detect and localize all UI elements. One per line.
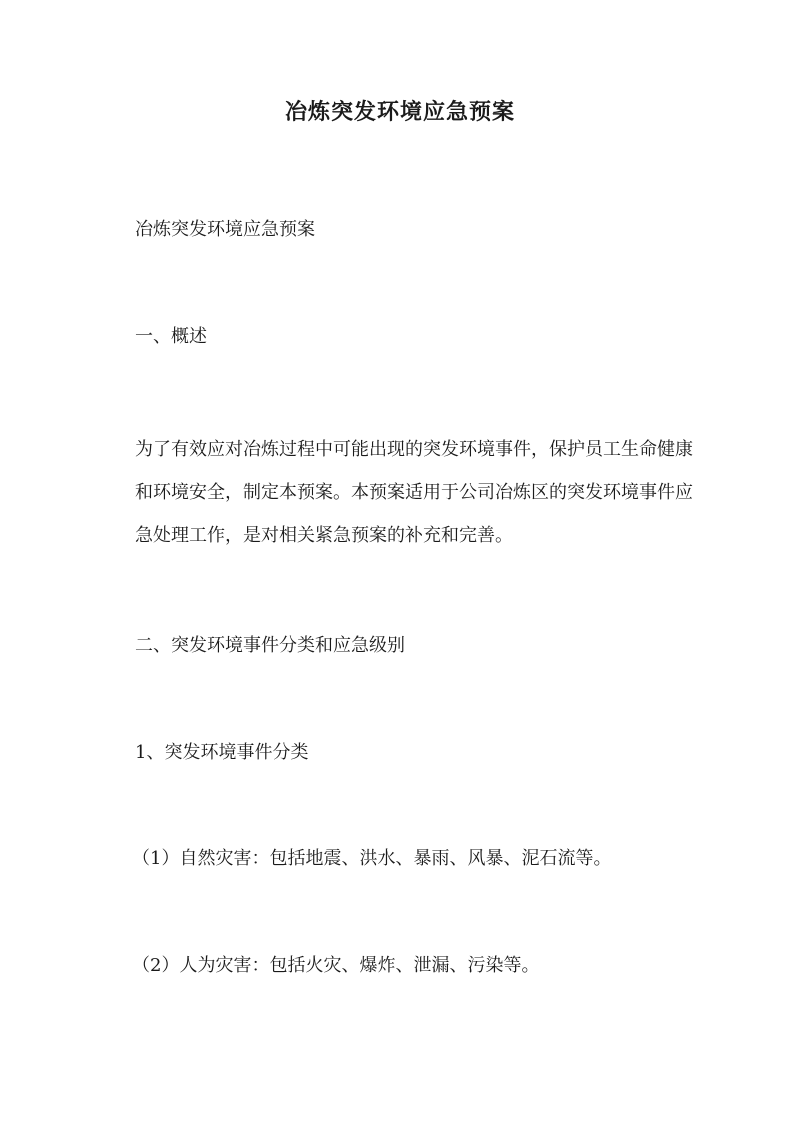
document-title: 冶炼突发环境应急预案 — [284, 99, 515, 125]
document-subtitle: 冶炼突发环境应急预案 — [135, 219, 315, 240]
list-item-natural-disasters: （1）自然灾害：包括地震、洪水、暴雨、风暴、泥石流等。 — [132, 848, 612, 869]
section-heading-classification: 二、突发环境事件分类和应急级别 — [135, 635, 405, 656]
overview-paragraph: 为了有效应对冶炼过程中可能出现的突发环境事件，保护员工生命健康和环境安全，制定本预案。本预案适用于公司冶炼区的突发环境事件应急处理工作，是对相关紧急预案的补充和完善。 — [135, 439, 693, 546]
list-item-human-disasters: （2）人为灾害：包括火灾、爆炸、泄漏、污染等。 — [132, 955, 540, 976]
section-heading-overview: 一、概述 — [135, 326, 207, 347]
subsection-heading-event-types: 1、突发环境事件分类 — [135, 742, 309, 763]
